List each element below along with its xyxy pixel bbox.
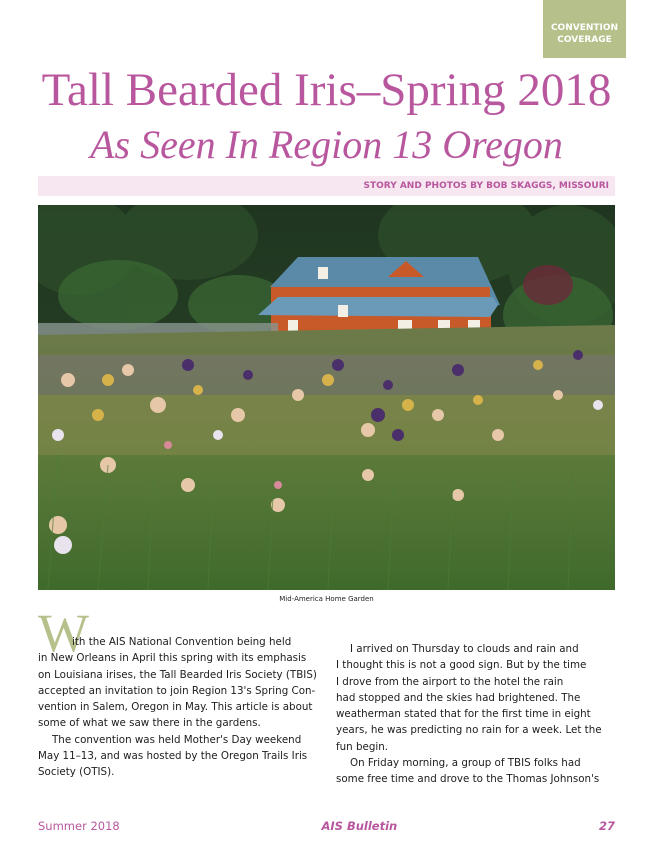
garden-photo <box>38 205 615 590</box>
photo-caption: Mid-America Home Garden <box>279 595 374 603</box>
drop-cap: W <box>38 603 89 663</box>
col1-line-5: vention in Salem, Oregon in May. This article is about <box>38 701 313 714</box>
col2-line-4: had stopped and the skies had brightened. The <box>336 691 581 704</box>
col1-line-1: ith the AIS National Convention being held <box>72 636 292 648</box>
footer-magazine: AIS Bulletin <box>321 819 398 833</box>
col1-line-3: on Louisiana irises, the Tall Bearded Iris Society (TBIS) <box>38 668 317 681</box>
byline: STORY AND PHOTOS BY BOB SKAGGS, MISSOURI <box>363 181 609 191</box>
article-subtitle: As Seen In Region 13 Oregon <box>90 122 563 167</box>
col1-line-9: Society (OTIS). <box>38 766 115 779</box>
col1-line-2: in New Orleans in April this spring with its emphasis <box>38 652 307 665</box>
body-column-2 <box>336 641 614 788</box>
col2-line-3: I drove from the airport to the hotel the rain <box>336 675 564 688</box>
col2-line-6: years, he was predicting no rain for a week. Let the <box>336 724 602 737</box>
badge-line-1: CONVENTION <box>550 23 619 33</box>
col2-line-1: I arrived on Thursday to clouds and rain and <box>350 643 579 655</box>
garden-photo-illustration <box>38 205 615 590</box>
body-column-1 <box>38 614 317 781</box>
col2-line-9: some free time and drove to the Thomas Johnson's <box>336 773 600 786</box>
section-badge <box>543 0 626 58</box>
page-number: 27 <box>598 819 615 833</box>
col1-line-4: accepted an invitation to join Region 13's Spring Con- <box>38 684 316 697</box>
page-footer <box>38 818 615 834</box>
col2-line-2: I thought this is not a good sign. But by the time <box>336 659 587 672</box>
col2-line-8: On Friday morning, a group of TBIS folks had <box>350 757 581 770</box>
col1-line-7: The convention was held Mother's Day weekend <box>52 733 302 746</box>
footer-issue: Summer 2018 <box>38 819 120 833</box>
article-title: Tall Bearded Iris–Spring 2018 <box>41 64 612 116</box>
byline-bar <box>38 176 615 196</box>
badge-line-2: COVERAGE <box>557 35 612 45</box>
col2-line-5: weatherman stated that for the first time in eight <box>336 708 591 721</box>
col1-line-8: May 11–13, and was hosted by the Oregon Trails Iris <box>38 750 308 763</box>
col1-line-6: some of what we saw there in the gardens. <box>38 717 261 730</box>
col2-line-7: fun begin. <box>336 740 389 753</box>
